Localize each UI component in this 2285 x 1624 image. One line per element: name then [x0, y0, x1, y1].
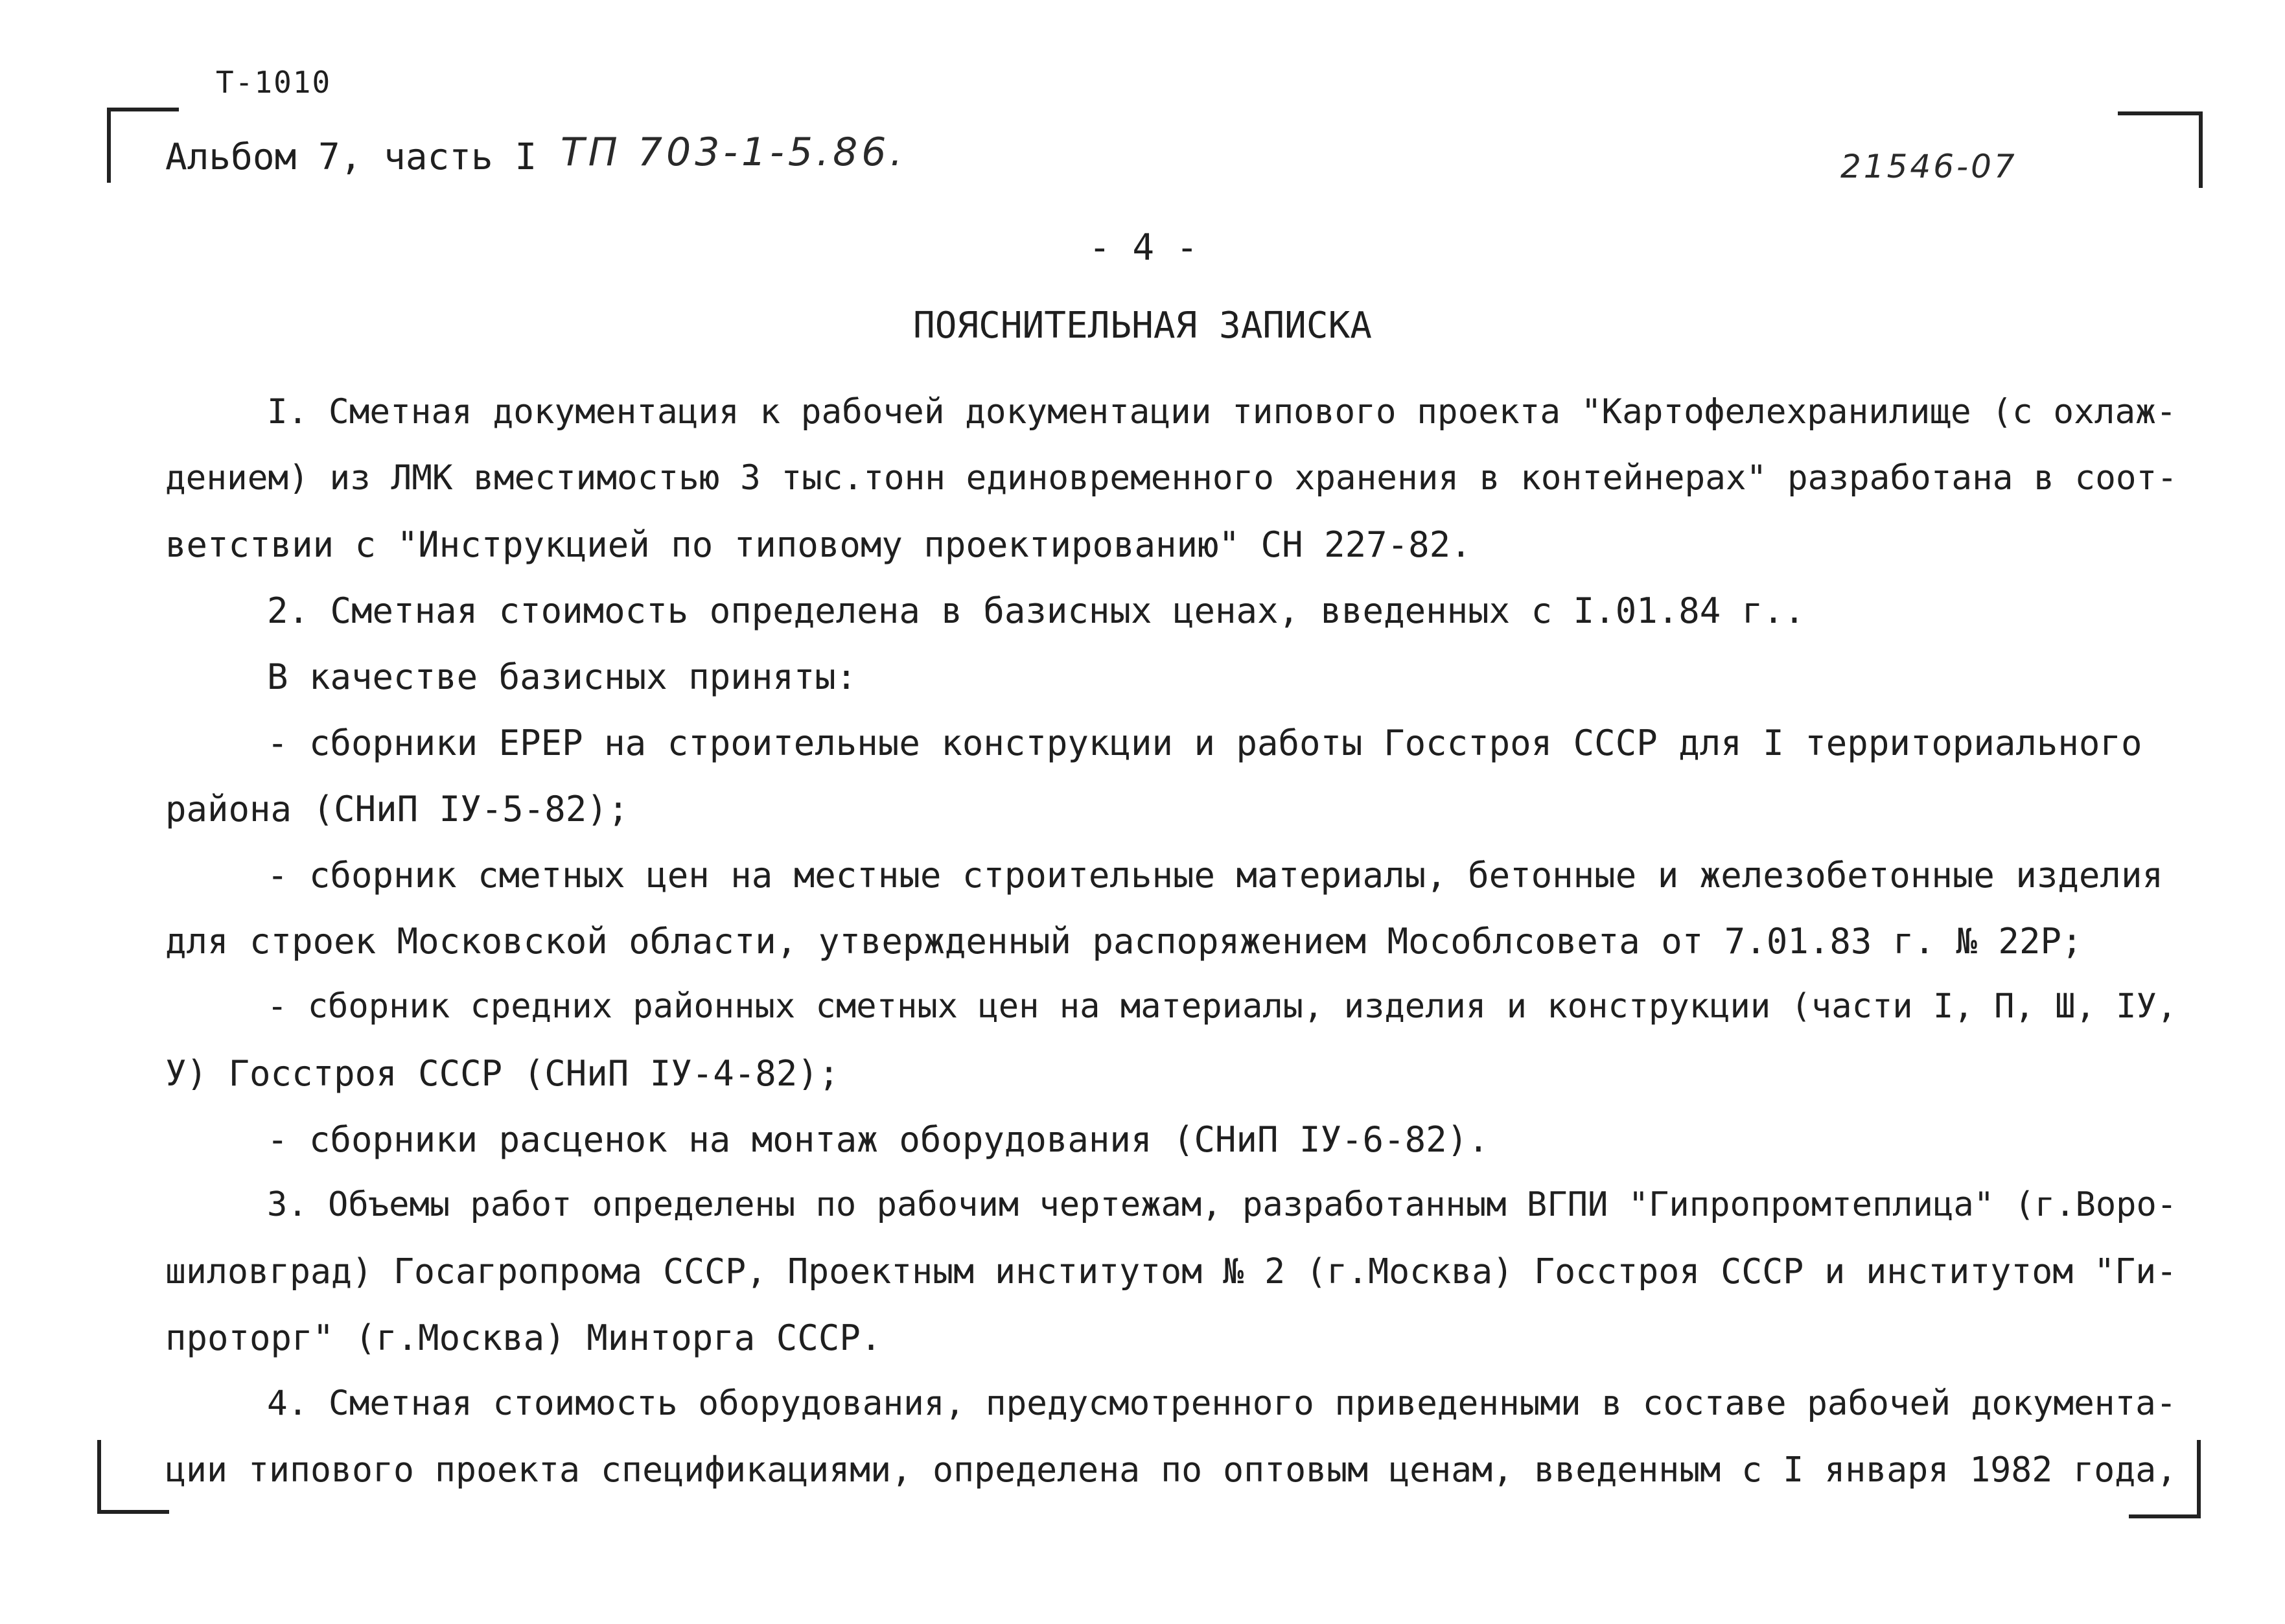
- album-label: Альбом 7, часть I: [165, 136, 537, 178]
- project-number: ТП 703-1-5.86.: [561, 130, 907, 175]
- text-line: - сборник сметных цен на местные строительные материалы, бетонные и железобетонные изделия: [267, 855, 2163, 896]
- text-line: ветствии с "Инструкцией по типовому проектированию" СН 227-82.: [165, 524, 1472, 565]
- document-title: ПОЯСНИТЕЛЬНАЯ ЗАПИСКА: [912, 305, 1372, 347]
- text-line: У) Госстроя СССР (СНиП IУ-4-82);: [165, 1053, 840, 1094]
- frame-corner-top-right: [2118, 111, 2203, 188]
- text-line: - сборники расценок на монтаж оборудования (СНиП IУ-6-82).: [267, 1119, 1489, 1160]
- text-line: шиловград) Госагропрома СССР, Проектным институтом № 2 (г.Москва) Госстроя СССР и институтом "Ги-: [165, 1251, 2177, 1292]
- text-line: В качестве базисных приняты:: [267, 656, 857, 697]
- text-line: района (СНиП IУ-5-82);: [165, 789, 629, 829]
- frame-corner-bottom-left: [97, 1440, 169, 1514]
- text-line: I. Сметная документация к рабочей документации типового проекта "Картофелехранилище (с охлаж-: [267, 392, 2177, 432]
- text-line: - сборник средних районных сметных цен на материалы, изделия и конструкции (части I, П, Ш, IУ,: [267, 987, 2177, 1026]
- document-number: 21546-07: [1840, 148, 2017, 185]
- document-code: Т-1010: [216, 65, 332, 100]
- text-line: для строек Московской области, утвержденный распоряжением Мособлсовета от 7.01.83 г. № 22Р;: [165, 921, 2083, 962]
- text-line: 3. Объемы работ определены по рабочим чертежам, разработанным ВГПИ "Гипропромтеплица" (г.Воро-: [267, 1185, 2177, 1224]
- text-line: - сборники ЕРЕР на строительные конструкции и работы Госстроя СССР для I территориального: [267, 723, 2142, 763]
- text-line: ции типового проекта спецификациями, определена по оптовым ценам, введенным с I января 1982 года,: [165, 1450, 2177, 1490]
- page-number: - 4 -: [1089, 227, 1198, 269]
- text-line: проторг" (г.Москва) Минторга СССР.: [165, 1317, 882, 1358]
- text-line: 2. Сметная стоимость определена в базисных ценах, введенных с I.01.84 г..: [267, 590, 1805, 631]
- text-line: дением) из ЛМК вместимостью 3 тыс.тонн единовременного хранения в контейнерах" разработана в соот-: [165, 458, 2177, 498]
- text-line: 4. Сметная стоимость оборудования, предусмотренного приведенными в составе рабочей документа-: [267, 1384, 2177, 1423]
